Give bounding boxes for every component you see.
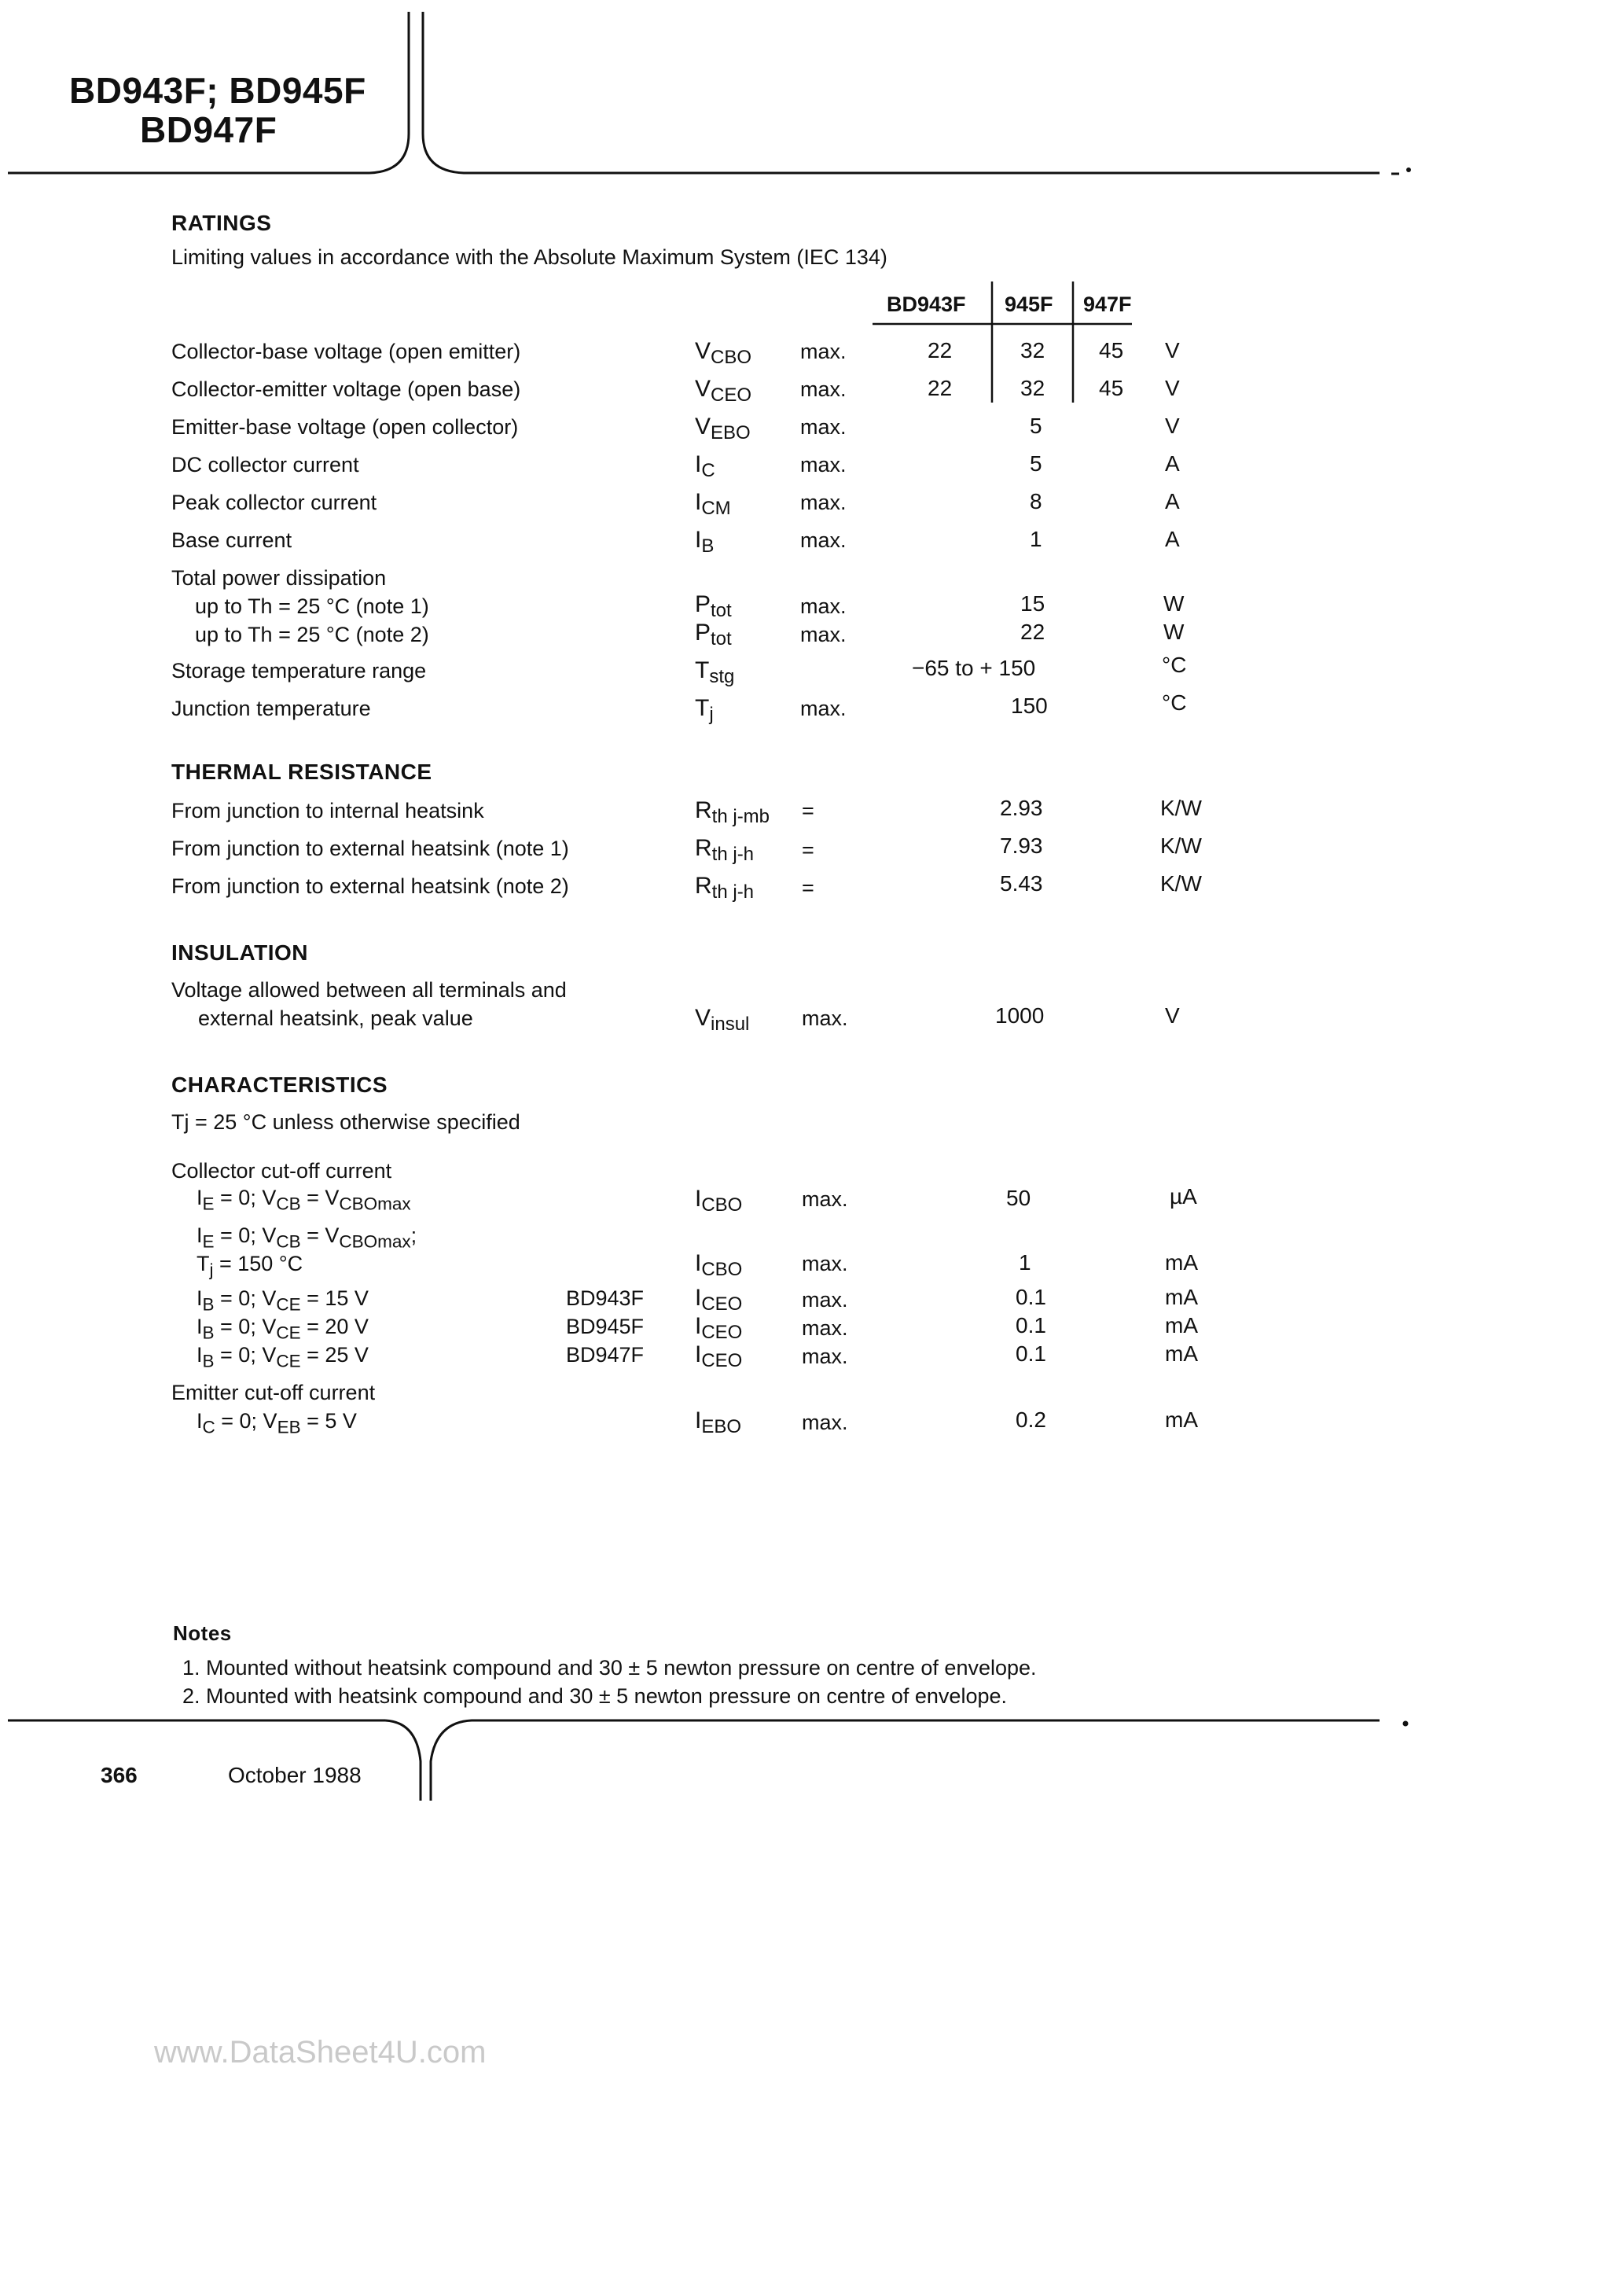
iceo-symbol: $I_{CEO}$ xyxy=(695,1341,743,1371)
row-label: From junction to external heatsink (note 1) xyxy=(171,837,569,860)
icbo-condition-2: $I_E = 0$; $V_{CB} = V_{CBOmax}$; xyxy=(197,1223,417,1252)
row-unit: A xyxy=(1165,527,1180,551)
icbo-symbol: $I_{CBO}$ xyxy=(695,1250,743,1280)
iceo-value: 0.1 xyxy=(1016,1313,1046,1337)
row-limit: max. xyxy=(800,377,847,401)
row-limit: max. xyxy=(800,697,847,720)
iceo-value: 0.1 xyxy=(1016,1285,1046,1309)
iebo-symbol: $I_{EBO}$ xyxy=(695,1407,742,1437)
characteristics-heading: CHARACTERISTICS xyxy=(171,1073,388,1097)
insulation-line-1: Voltage allowed between all terminals and xyxy=(171,978,567,1002)
row-unit: V xyxy=(1165,376,1180,400)
junction-label: Junction temperature xyxy=(171,697,371,720)
insulation-value: 1000 xyxy=(995,1003,1045,1028)
ratings-heading: RATINGS xyxy=(171,211,272,235)
row-symbol: $I_{CM}$ xyxy=(695,489,731,519)
row-limit: max. xyxy=(802,1316,848,1340)
column-header: BD943F xyxy=(887,293,966,316)
row-symbol: $R_{th j-mb}$ xyxy=(695,797,770,827)
storage-value: −65 to + 150 xyxy=(912,656,1036,680)
junction-value: 150 xyxy=(1011,694,1048,718)
row-limit: max. xyxy=(800,340,847,363)
row-limit: max. xyxy=(802,1411,848,1434)
note-1: 1. Mounted without heatsink compound and 30 ± 5 newton pressure on centre of envelope. xyxy=(182,1656,1037,1680)
ratings-intro: Limiting values in accordance with the Absolute Maximum System (IEC 134) xyxy=(171,245,887,269)
iceo-type: BD945F xyxy=(566,1315,645,1338)
row-value: 7.93 xyxy=(1000,833,1043,858)
iceo-symbol: $I_{CEO}$ xyxy=(695,1285,743,1315)
power-condition-1: up to Th = 25 °C (note 1) xyxy=(195,594,429,618)
footer-date: October 1988 xyxy=(228,1763,362,1787)
row-value: 22 xyxy=(928,376,953,400)
row-equals: = xyxy=(802,799,814,822)
row-limit: max. xyxy=(800,623,847,646)
iebo-value: 0.2 xyxy=(1016,1407,1046,1432)
icbo-value: 50 xyxy=(1006,1186,1031,1210)
row-value: 15 xyxy=(1020,591,1045,616)
row-unit: mA xyxy=(1165,1250,1198,1275)
row-symbol: $I_C$ xyxy=(695,451,715,481)
column-header: 947F xyxy=(1083,293,1132,316)
insulation-line-2: external heatsink, peak value xyxy=(198,1006,473,1030)
row-value: 2.93 xyxy=(1000,796,1043,820)
power-condition-2: up to Th = 25 °C (note 2) xyxy=(195,623,429,646)
row-symbol: $R_{th j-h}$ xyxy=(695,873,755,903)
row-value: 5.43 xyxy=(1000,871,1043,896)
iceo-type: BD943F xyxy=(566,1286,645,1310)
iceo-symbol: $I_{CEO}$ xyxy=(695,1313,743,1343)
row-label: Collector-base voltage (open emitter) xyxy=(171,340,521,363)
row-label: Peak collector current xyxy=(171,491,377,514)
watermark: www.DataSheet4U.com xyxy=(154,2035,487,2070)
row-label: From junction to internal heatsink xyxy=(171,799,484,822)
page-subtitle: BD947F xyxy=(140,109,277,150)
row-value: 32 xyxy=(1020,376,1045,400)
power-label: Total power dissipation xyxy=(171,566,387,590)
row-unit: V xyxy=(1165,338,1180,362)
icbo-condition-1: $I_E = 0$; $V_{CB} = V_{CBOmax}$ xyxy=(197,1186,411,1214)
row-limit: max. xyxy=(800,528,847,552)
row-equals: = xyxy=(802,876,814,900)
row-limit: max. xyxy=(802,1006,848,1030)
storage-symbol: $T_{stg}$ xyxy=(695,657,735,687)
row-symbol: $V_{EBO}$ xyxy=(695,414,751,443)
thermal-heading: THERMAL RESISTANCE xyxy=(171,760,432,784)
row-unit: V xyxy=(1165,414,1180,438)
row-symbol: $V_{CEO}$ xyxy=(695,376,752,406)
icbo-value: 1 xyxy=(1019,1250,1031,1275)
row-limit: max. xyxy=(802,1345,848,1368)
icbo-symbol: $I_{CBO}$ xyxy=(695,1186,743,1216)
row-limit: max. xyxy=(802,1187,848,1211)
iceo-condition: $I_B = 0$; $V_{CE} = 20$ V xyxy=(197,1315,369,1343)
row-label: DC collector current xyxy=(171,453,359,476)
row-label: Base current xyxy=(171,528,292,552)
page-title: BD943F; BD945F xyxy=(69,70,366,111)
iceo-condition: $I_B = 0$; $V_{CE} = 25$ V xyxy=(197,1343,369,1371)
row-unit: W xyxy=(1163,620,1185,644)
row-unit: mA xyxy=(1165,1341,1198,1366)
iceo-value: 0.1 xyxy=(1016,1341,1046,1366)
row-value: 45 xyxy=(1099,376,1124,400)
row-equals: = xyxy=(802,838,814,862)
row-limit: max. xyxy=(800,415,847,439)
row-value: 22 xyxy=(1020,620,1045,644)
row-label: From junction to external heatsink (note 2) xyxy=(171,874,569,898)
row-unit: V xyxy=(1165,1003,1180,1028)
iceo-type: BD947F xyxy=(566,1343,645,1367)
iceo-condition: $I_B = 0$; $V_{CE} = 15$ V xyxy=(197,1286,369,1315)
row-unit: mA xyxy=(1165,1407,1198,1432)
row-unit: K/W xyxy=(1160,796,1202,820)
note-2: 2. Mounted with heatsink compound and 30 ± 5 newton pressure on centre of envelope. xyxy=(182,1684,1007,1708)
characteristics-condition: Tj = 25 °C unless otherwise specified xyxy=(171,1110,520,1134)
row-unit: A xyxy=(1165,489,1180,513)
row-limit: max. xyxy=(800,594,847,618)
row-unit: A xyxy=(1165,451,1180,476)
row-unit: °C xyxy=(1162,653,1187,677)
row-value: 22 xyxy=(928,338,953,362)
junction-symbol: $T_j$ xyxy=(695,695,714,725)
emitter-cutoff-label: Emitter cut-off current xyxy=(171,1381,376,1404)
row-limit: max. xyxy=(800,491,847,514)
row-value: 5 xyxy=(1030,414,1042,438)
power-symbol: $P_{tot}$ xyxy=(695,620,732,649)
row-unit: W xyxy=(1163,591,1185,616)
row-unit: µA xyxy=(1170,1184,1197,1209)
insulation-heading: INSULATION xyxy=(171,940,309,965)
row-limit: max. xyxy=(800,453,847,476)
notes-heading: Notes xyxy=(173,1621,232,1645)
row-value: 32 xyxy=(1020,338,1045,362)
row-label: Collector-emitter voltage (open base) xyxy=(171,377,521,401)
column-header: 945F xyxy=(1005,293,1053,316)
row-unit: K/W xyxy=(1160,833,1202,858)
row-label: Emitter-base voltage (open collector) xyxy=(171,415,519,439)
power-symbol: $P_{tot}$ xyxy=(695,591,732,621)
icbo-condition-2b: $T_j = 150$ °C xyxy=(197,1252,303,1280)
page-number: 366 xyxy=(101,1763,138,1787)
row-limit: max. xyxy=(802,1288,848,1312)
insulation-symbol: $V_{insul}$ xyxy=(695,1005,750,1035)
row-unit: K/W xyxy=(1160,871,1202,896)
row-value: 45 xyxy=(1099,338,1124,362)
row-symbol: $I_B$ xyxy=(695,527,715,557)
iebo-condition: $I_C = 0$; $V_{EB} = 5$ V xyxy=(197,1409,357,1437)
row-unit: °C xyxy=(1162,690,1187,715)
row-unit: mA xyxy=(1165,1285,1198,1309)
row-symbol: $V_{CBO}$ xyxy=(695,338,752,368)
row-value: 8 xyxy=(1030,489,1042,513)
row-value: 1 xyxy=(1030,527,1042,551)
collector-cutoff-label: Collector cut-off current xyxy=(171,1159,392,1183)
storage-label: Storage temperature range xyxy=(171,659,427,683)
row-value: 5 xyxy=(1030,451,1042,476)
row-limit: max. xyxy=(802,1252,848,1275)
row-symbol: $R_{th j-h}$ xyxy=(695,835,755,865)
row-unit: mA xyxy=(1165,1313,1198,1337)
